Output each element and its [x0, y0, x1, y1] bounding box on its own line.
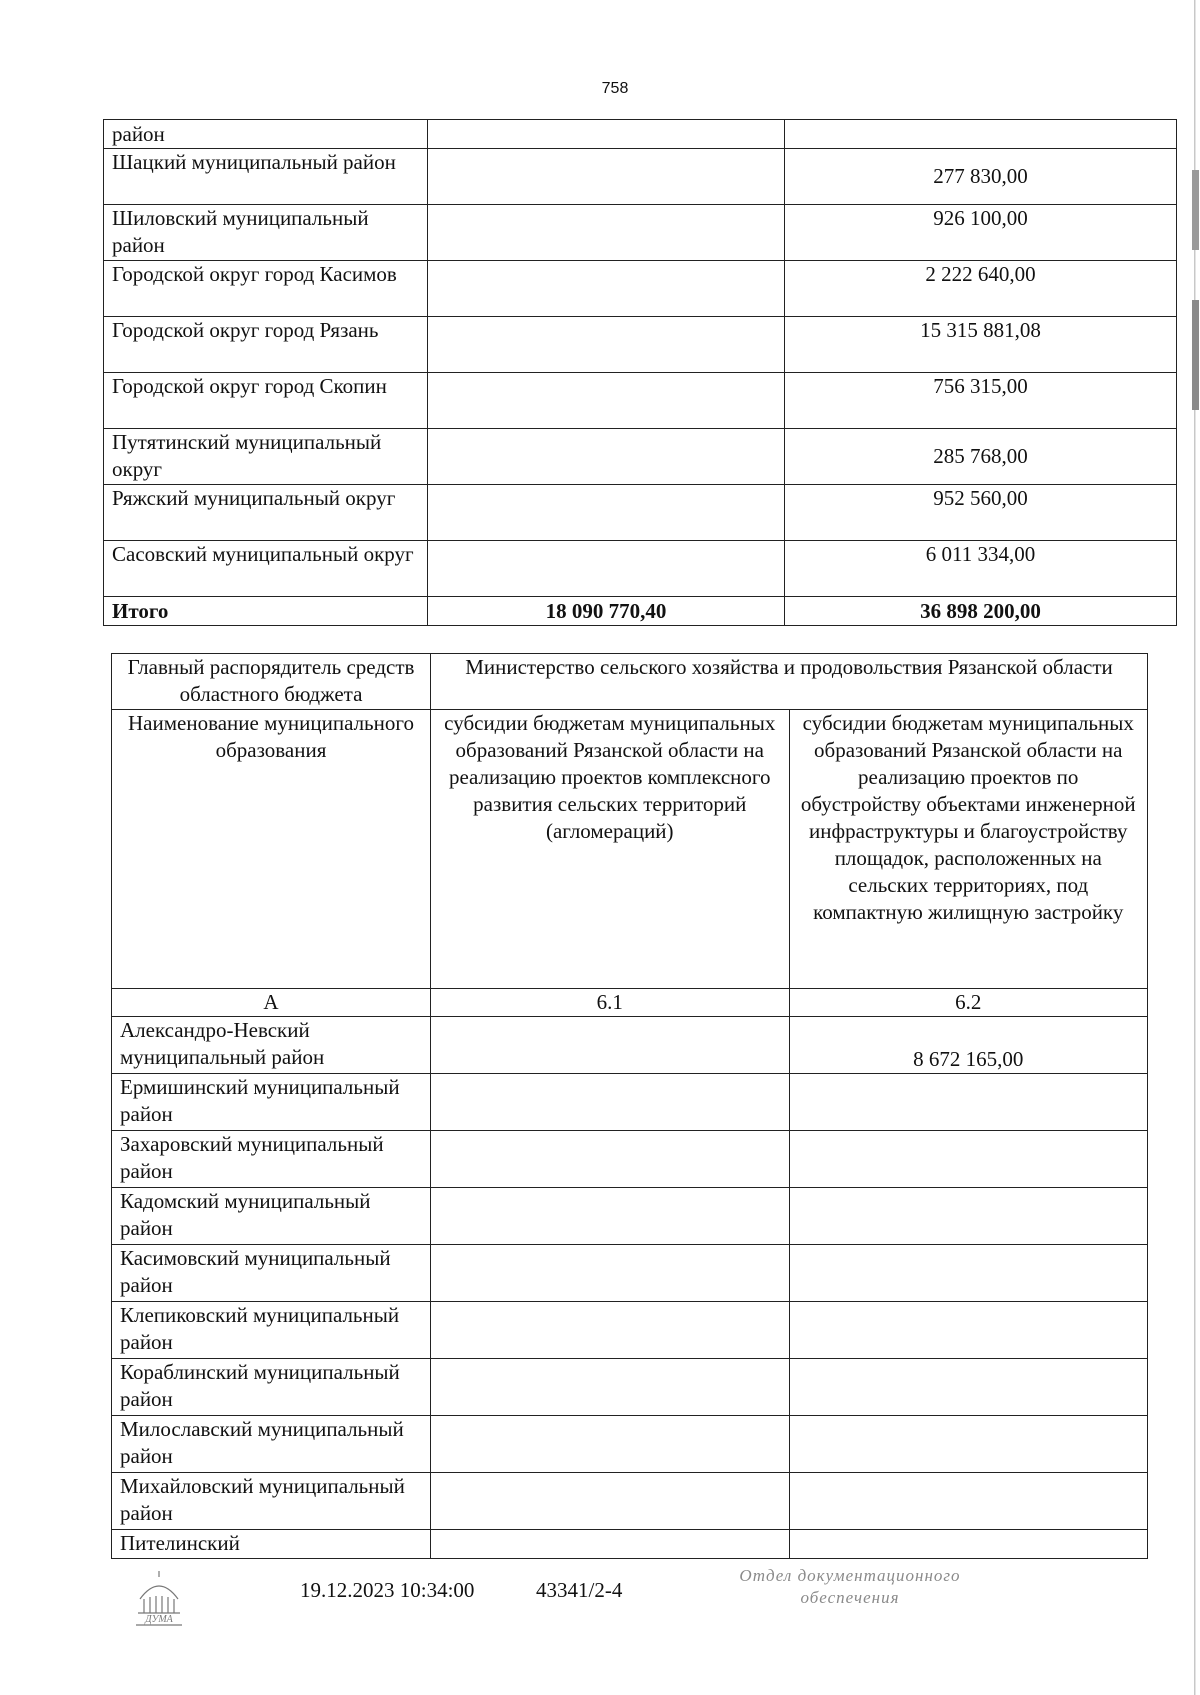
col1-header: субсидии бюджетам муниципальных образований Рязанской области на реализацию проектов комплексного развития сельских территорий (агломераций) — [431, 710, 790, 989]
row-name: Кадомский муниципальный район — [112, 1188, 431, 1245]
table-row — [112, 1416, 1148, 1473]
row-name: Сасовский муниципальный округ — [104, 541, 428, 597]
row-col1 — [428, 485, 785, 541]
table-row — [112, 1530, 1148, 1559]
row-name: Кораблинский муниципальный район — [112, 1359, 431, 1416]
row-col1 — [431, 1416, 790, 1473]
row-col1 — [428, 149, 785, 205]
col2-header: субсидии бюджетам муниципальных образований Рязанской области на реализацию проектов по обустройству объектами инженерной инфраструктуры и благоустройству площадок, расположенных на сельских территориях, под компактную жилищную застройку — [789, 710, 1148, 989]
row-col2 — [789, 1359, 1148, 1416]
row-col2 — [789, 1131, 1148, 1188]
table-row — [104, 120, 1177, 149]
distributor-value: Министерство сельского хозяйства и продовольствия Рязанской области — [431, 654, 1148, 710]
row-col2: 15 315 881,08 — [785, 317, 1177, 373]
row-col2: 8 672 165,00 — [789, 1017, 1148, 1074]
row-col2: 2 222 640,00 — [785, 261, 1177, 317]
row-col1 — [428, 205, 785, 261]
page-number: 758 — [601, 80, 629, 97]
table-row — [112, 1473, 1148, 1530]
row-name: Ряжский муниципальный округ — [104, 485, 428, 541]
duma-logo — [130, 1567, 188, 1627]
row-col1 — [428, 317, 785, 373]
row-col1 — [431, 1188, 790, 1245]
total-col2: 36 898 200,00 — [785, 597, 1177, 626]
scan-edge-marks — [1190, 0, 1200, 1695]
row-col2: 952 560,00 — [785, 485, 1177, 541]
row-col2: 756 315,00 — [785, 373, 1177, 429]
table-row — [104, 373, 1177, 429]
row-col1 — [428, 373, 785, 429]
svg-text:ДУМА: ДУМА — [145, 1614, 173, 1625]
stamp-line2: обеспечения — [800, 1588, 900, 1607]
row-col1 — [431, 1131, 790, 1188]
total-col1: 18 090 770,40 — [428, 597, 785, 626]
row-name: Михайловский муниципальный район — [112, 1473, 431, 1530]
row-name: Городской округ город Касимов — [104, 261, 428, 317]
row-col2 — [789, 1473, 1148, 1530]
row-col2 — [789, 1302, 1148, 1359]
header-row — [112, 710, 1148, 989]
table-row — [104, 205, 1177, 261]
table-row — [104, 429, 1177, 485]
row-col1 — [431, 1017, 790, 1074]
row-name: Путятинский муниципальный округ — [104, 429, 428, 485]
row-name: Городской округ город Рязань — [104, 317, 428, 373]
distributor-row — [112, 654, 1148, 710]
row-col2 — [785, 120, 1177, 149]
code-col1: 6.1 — [431, 989, 790, 1017]
code-name: А — [112, 989, 431, 1017]
row-col2 — [789, 1188, 1148, 1245]
row-col2: 277 830,00 — [785, 149, 1177, 205]
row-col1 — [431, 1245, 790, 1302]
row-name: Городской округ город Скопин — [104, 373, 428, 429]
agriculture-subsidy-table — [111, 653, 1148, 1559]
table-row — [112, 1131, 1148, 1188]
row-col1 — [428, 429, 785, 485]
table-row — [112, 1245, 1148, 1302]
table-row — [104, 541, 1177, 597]
table-row — [112, 1017, 1148, 1074]
row-col2 — [789, 1074, 1148, 1131]
row-name: Александро-Невский муниципальный район — [112, 1017, 431, 1074]
table-row — [104, 317, 1177, 373]
row-col1 — [428, 541, 785, 597]
row-name: район — [104, 120, 428, 149]
total-row — [104, 597, 1177, 626]
row-name: Касимовский муниципальный район — [112, 1245, 431, 1302]
row-name: Шиловский муниципальный район — [104, 205, 428, 261]
row-col2 — [789, 1416, 1148, 1473]
row-col2 — [789, 1245, 1148, 1302]
table-row — [104, 149, 1177, 205]
table-row — [112, 1359, 1148, 1416]
row-name: Клепиковский муниципальный район — [112, 1302, 431, 1359]
stamp-line1: Отдел документационного — [739, 1566, 961, 1585]
row-col2: 6 011 334,00 — [785, 541, 1177, 597]
row-col1 — [431, 1359, 790, 1416]
document-number: 43341/2-4 — [536, 1578, 623, 1602]
distributor-label: Главный распорядитель средств областного бюджета — [112, 654, 431, 710]
table-row — [112, 1074, 1148, 1131]
row-name: Захаровский муниципальный район — [112, 1131, 431, 1188]
row-col1 — [428, 120, 785, 149]
code-col2: 6.2 — [789, 989, 1148, 1017]
row-col2: 926 100,00 — [785, 205, 1177, 261]
table-row — [112, 1302, 1148, 1359]
row-col1 — [431, 1302, 790, 1359]
allocation-table-continued — [103, 119, 1177, 626]
row-name: Пителинский — [112, 1530, 431, 1559]
row-col1 — [431, 1473, 790, 1530]
total-label: Итого — [104, 597, 428, 626]
name-column-header: Наименование муниципального образования — [112, 710, 431, 989]
row-col2: 285 768,00 — [785, 429, 1177, 485]
row-col1 — [431, 1530, 790, 1559]
row-col1 — [431, 1074, 790, 1131]
registration-timestamp: 19.12.2023 10:34:00 — [300, 1578, 475, 1602]
department-stamp — [700, 1565, 1000, 1609]
table-row — [104, 261, 1177, 317]
column-codes-row — [112, 989, 1148, 1017]
table-row — [104, 485, 1177, 541]
table-row — [112, 1188, 1148, 1245]
row-col2 — [789, 1530, 1148, 1559]
row-col1 — [428, 261, 785, 317]
row-name: Шацкий муниципальный район — [104, 149, 428, 205]
row-name: Милославский муниципальный район — [112, 1416, 431, 1473]
row-name: Ермишинский муниципальный район — [112, 1074, 431, 1131]
